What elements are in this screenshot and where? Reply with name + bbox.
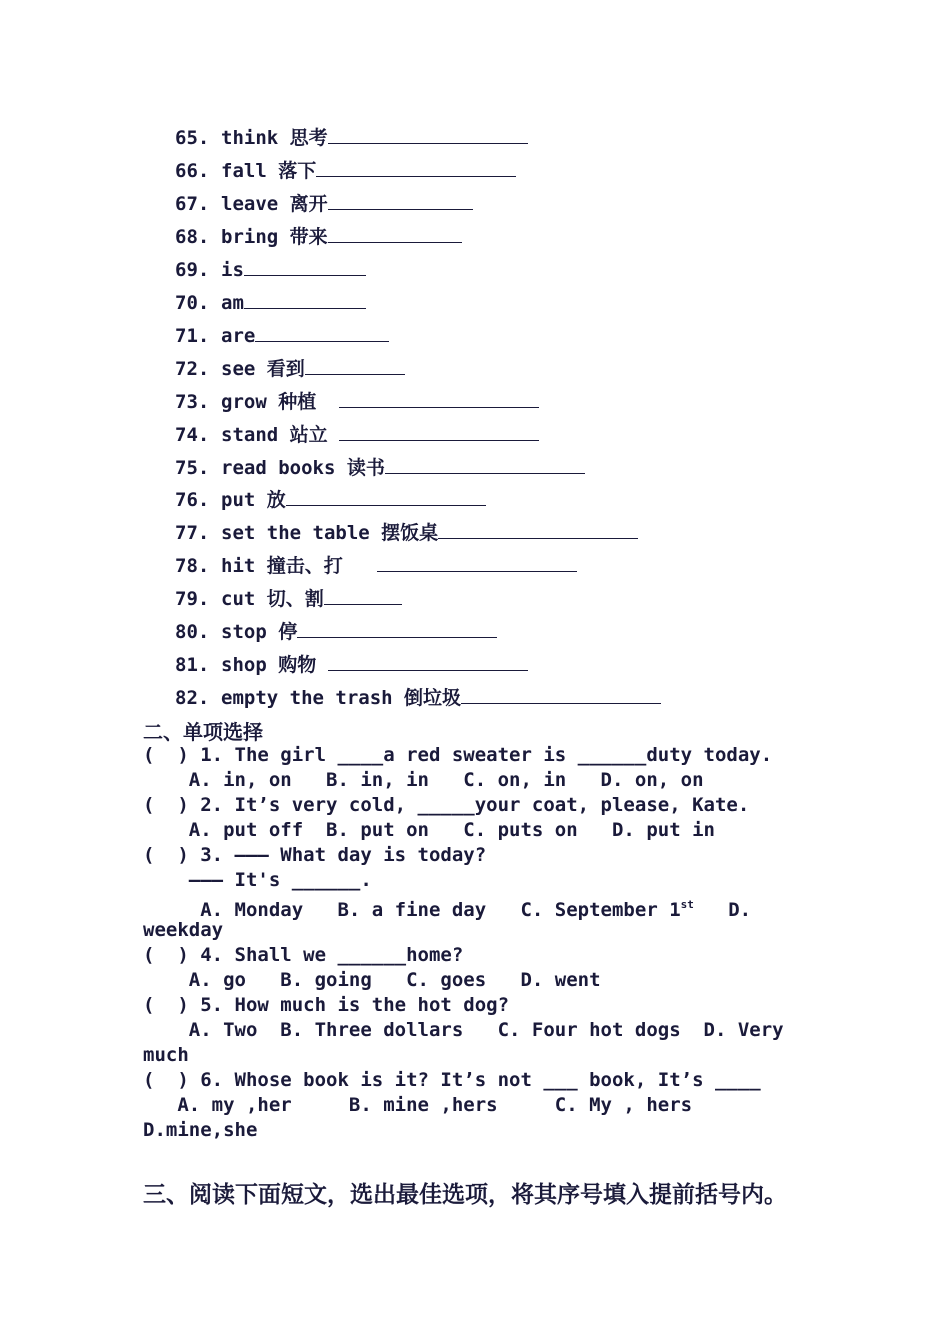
question-2: ( ) 2. It’s very cold, _____your coat, please, Kate.	[143, 794, 750, 816]
question-6: ( ) 6. Whose book is it? It’s not ___ book, It’s ____	[143, 1069, 761, 1091]
question-3-answer-line: ——— It's ______.	[143, 869, 372, 891]
vocab-item-69: 69. is	[175, 257, 366, 282]
answer-blank[interactable]	[339, 389, 539, 408]
question-5: ( ) 5. How much is the hot dog?	[143, 994, 510, 1016]
vocab-item-68: 68. bring 带来	[175, 224, 462, 249]
answer-blank[interactable]	[244, 257, 366, 276]
answer-blank[interactable]	[316, 158, 516, 177]
vocab-item-67: 67. leave 离开	[175, 191, 473, 216]
question-6-options-wrap: D.mine,she	[143, 1119, 258, 1141]
answer-blank[interactable]	[385, 455, 585, 474]
answer-blank[interactable]	[255, 323, 389, 342]
answer-blank[interactable]	[461, 685, 661, 704]
answer-blank[interactable]	[328, 652, 528, 671]
answer-blank[interactable]	[305, 356, 405, 375]
question-5-options-wrap: much	[143, 1044, 189, 1066]
section-3-title: 三、阅读下面短文，选出最佳选项，将其序号填入提前括号内。	[143, 1182, 787, 1208]
answer-blank[interactable]	[328, 224, 462, 243]
vocab-item-80: 80. stop 停	[175, 619, 497, 644]
question-3-options-wrap: weekday	[143, 919, 224, 941]
question-4-options: A. go B. going C. goes D. went	[143, 969, 601, 991]
section-2-title: 二、单项选择	[143, 720, 263, 744]
vocab-item-70: 70. am	[175, 290, 366, 315]
vocab-item-76: 76. put 放	[175, 487, 486, 512]
answer-blank[interactable]	[438, 520, 638, 539]
vocab-item-77: 77. set the table 摆饭桌	[175, 520, 638, 545]
vocab-item-71: 71. are	[175, 323, 389, 348]
answer-blank[interactable]	[328, 191, 473, 210]
vocab-item-65: 65. think 思考	[175, 125, 528, 150]
vocab-item-79: 79. cut 切、割	[175, 586, 402, 611]
answer-blank[interactable]	[286, 487, 486, 506]
answer-blank[interactable]	[339, 422, 539, 441]
question-5-options: A. Two B. Three dollars C. Four hot dogs D. Very	[143, 1019, 784, 1041]
answer-blank[interactable]	[328, 125, 528, 144]
answer-blank[interactable]	[244, 290, 366, 309]
answer-blank[interactable]	[324, 586, 402, 605]
answer-blank[interactable]	[377, 553, 577, 572]
vocab-item-75: 75. read books 读书	[175, 455, 585, 480]
vocab-item-73: 73. grow 种植	[175, 389, 539, 414]
question-1-options: A. in, on B. in, in C. on, in D. on, on	[143, 769, 704, 791]
vocab-item-72: 72. see 看到	[175, 356, 405, 381]
question-3: ( ) 3. ——— What day is today?	[143, 844, 487, 866]
question-2-options: A. put off B. put on C. puts on D. put in	[143, 819, 715, 841]
vocab-item-66: 66. fall 落下	[175, 158, 516, 183]
vocab-item-82: 82. empty the trash 倒垃圾	[175, 685, 661, 710]
answer-blank[interactable]	[297, 619, 497, 638]
question-1: ( ) 1. The girl ____a red sweater is ______duty today.	[143, 744, 773, 766]
question-4: ( ) 4. Shall we ______home?	[143, 944, 464, 966]
question-6-options: A. my ,her B. mine ,hers C. My , hers	[143, 1094, 693, 1116]
question-3-options: A. Monday B. a fine day C. September 1st D.	[143, 898, 752, 921]
vocab-item-78: 78. hit 撞击、打	[175, 553, 577, 578]
vocab-item-81: 81. shop 购物	[175, 652, 528, 677]
vocab-item-74: 74. stand 站立	[175, 422, 539, 447]
